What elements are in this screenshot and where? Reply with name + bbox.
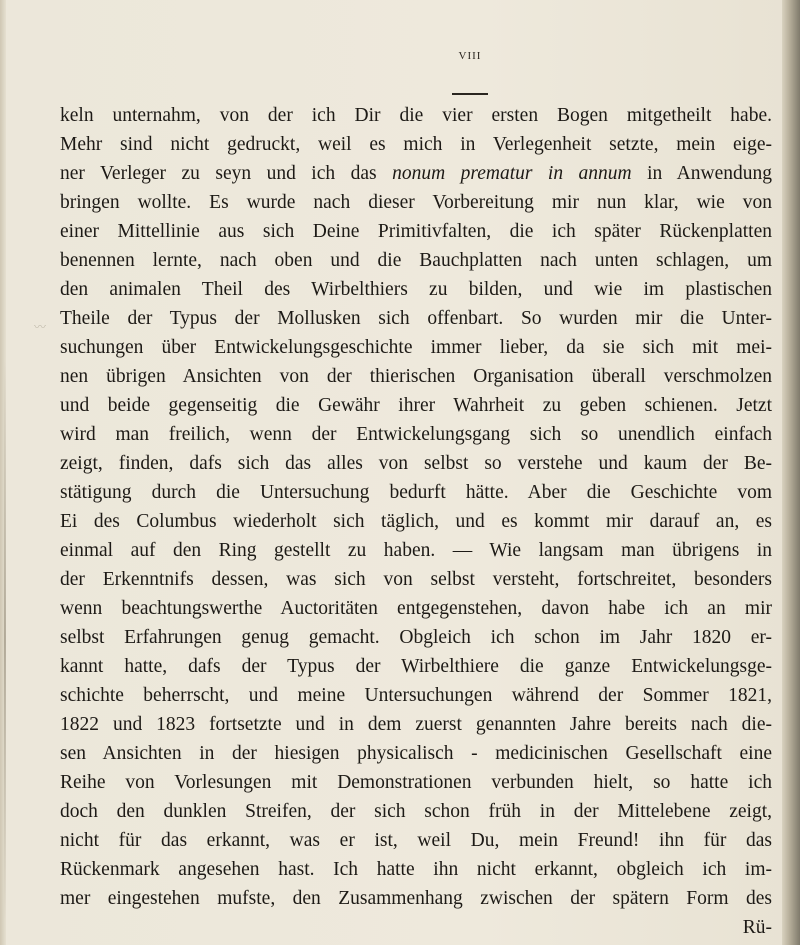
page-gutter-shadow bbox=[782, 0, 800, 945]
text-line: bringen wollte. Es wurde nach dieser Vorbereitung mir nun klar, wie von bbox=[60, 192, 772, 213]
text-line: selbst Erfahrungen genug gemacht. Obgleich ich schon im Jahr 1820 er- bbox=[60, 627, 772, 648]
catchword: Rü- bbox=[742, 917, 772, 938]
text-line: stätigung durch die Untersuchung bedurft hätte. Aber die Geschichte vom bbox=[60, 482, 772, 503]
ink-stain bbox=[4, 360, 6, 920]
text-line: wenn beachtungswerthe Auctoritäten entgegenstehen, davon habe ich an mir bbox=[60, 598, 772, 619]
text-line: der Erkenntnifs dessen, was sich von selbst versteht, fortschreitet, besonders bbox=[60, 569, 772, 590]
text-line: einmal auf den Ring gestellt zu haben. — Wie langsam man übrigens in bbox=[60, 540, 772, 561]
text-line: Theile der Typus der Mollusken sich offenbart. So wurden mir die Unter- bbox=[60, 308, 772, 329]
text-line: 1822 und 1823 fortsetzte und in dem zuerst genannten Jahre bereits nach die- bbox=[60, 714, 772, 735]
text-line: Reihe von Vorlesungen mit Demonstrationen verbunden hielt, so hatte ich bbox=[60, 772, 772, 793]
text-line: benennen lernte, nach oben und die Bauchplatten nach unten schlagen, um bbox=[60, 250, 772, 271]
text-line: mer eingestehen mufste, den Zusammenhang zwischen der spätern Form des bbox=[60, 888, 772, 909]
text-line: wird man freilich, wenn der Entwickelungsgang sich so unendlich einfach bbox=[60, 424, 772, 445]
text-line: kannt hatte, dafs der Typus der Wirbelthiere die ganze Entwickelungsge- bbox=[60, 656, 772, 677]
text-line: suchungen über Entwickelungsgeschichte immer lieber, da sie sich mit mei- bbox=[60, 337, 772, 358]
text-line: Mehr sind nicht gedruckt, weil es mich in Verlegenheit setzte, mein eige- bbox=[60, 134, 772, 155]
text-line: ner Verleger zu seyn und ich das nonum prematur in annum in Anwendung bbox=[60, 163, 772, 184]
latin-quotation: nonum prematur in annum bbox=[392, 163, 632, 184]
text-line: nicht für das erkannt, was er ist, weil Du, mein Freund! ihn für das bbox=[60, 830, 772, 851]
text-line: zeigt, finden, dafs sich das alles von selbst so verstehe und kaum der Be- bbox=[60, 453, 772, 474]
margin-smudge: 〰 bbox=[34, 320, 47, 334]
text-line: keln unternahm, von der ich Dir die vier ersten Bogen mitgetheilt habe. bbox=[60, 105, 772, 126]
text-line: sen Ansichten in der hiesigen physicalisch - medicinischen Gesellschaft eine bbox=[60, 743, 772, 764]
text-line: und beide gegenseitig die Gewähr ihrer Wahrheit zu geben schienen. Jetzt bbox=[60, 395, 772, 416]
body-text bbox=[60, 100, 772, 938]
text-line: nen übrigen Ansichten von der thierischen Organisation überall verschmolzen bbox=[60, 366, 772, 387]
text-line: einer Mittellinie aus sich Deine Primitivfalten, die ich später Rückenplatten bbox=[60, 221, 772, 242]
text-line: den animalen Theil des Wirbelthiers zu bilden, und wie im plastischen bbox=[60, 279, 772, 300]
text-line: Ei des Columbus wiederholt sich täglich, und es kommt mir darauf an, es bbox=[60, 511, 772, 532]
text-line: schichte beherrscht, und meine Untersuchungen während der Sommer 1821, bbox=[60, 685, 772, 706]
text-line: Rückenmark angesehen hast. Ich hatte ihn nicht erkannt, obgleich ich im- bbox=[60, 859, 772, 880]
page-number: VIII bbox=[458, 50, 482, 62]
header-rule bbox=[452, 93, 488, 95]
text-line: doch den dunklen Streifen, der sich schon früh in der Mittelebene zeigt, bbox=[60, 801, 772, 822]
